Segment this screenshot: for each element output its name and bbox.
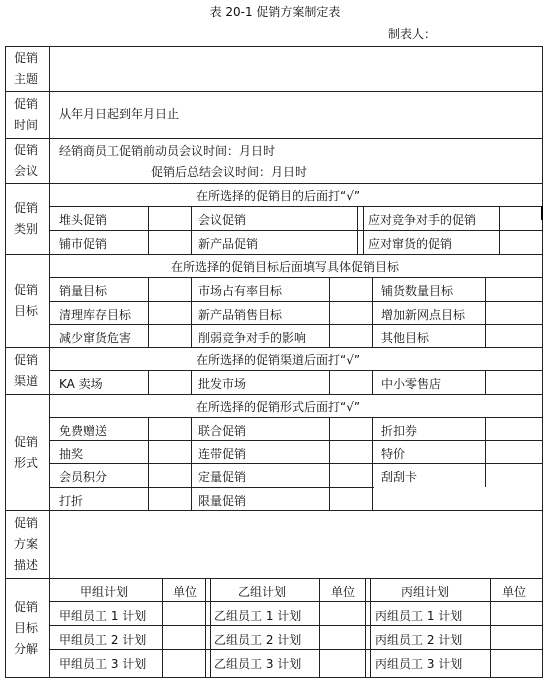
time-label: 促销 时间: [6, 92, 50, 138]
form-item: 定量促销: [198, 470, 247, 484]
goal-item: 其他目标: [381, 331, 430, 345]
goal-label: 促销 目标: [6, 255, 50, 347]
theme-label: 促销 主题: [6, 47, 50, 91]
form-item: 折扣券: [381, 424, 418, 438]
form-item: 限量促销: [198, 494, 247, 508]
category-label: 促销 类别: [6, 184, 50, 254]
category-row: [6, 184, 542, 255]
channel-item: KA 卖场: [59, 377, 103, 391]
form-item: 抽奖: [59, 447, 84, 461]
goal-header: 在所选择的促销目标后面填写具体促销目标: [171, 260, 400, 274]
goal-item: 增加新网点目标: [381, 308, 466, 322]
decomp-cell: 丙组员工 2 计划: [375, 633, 463, 647]
category-item: 铺市促销: [59, 237, 108, 251]
decomp-header: 单位: [502, 585, 527, 599]
decomp-cell: 丙组员工 1 计划: [375, 609, 463, 623]
decomp-cell: 丙组员工 3 计划: [375, 657, 463, 671]
decomp-cell: 甲组员工 2 计划: [59, 633, 147, 647]
goal-item: 铺货数量目标: [381, 284, 454, 298]
decomp-header: 甲组计划: [80, 585, 129, 599]
promotion-plan-table: [5, 46, 543, 678]
time-text: 从年月日起到年月日止: [59, 107, 180, 121]
category-item: 应对窜货的促销: [368, 237, 453, 251]
decomp-label: 促销 目标 分解: [6, 579, 50, 677]
decomp-cell: 乙组员工 1 计划: [214, 609, 302, 623]
category-item: 新产品促销: [198, 237, 259, 251]
goal-item: 清理库存目标: [59, 308, 132, 322]
channel-label: 促销 渠道: [6, 348, 50, 394]
category-item: 堆头促销: [59, 213, 108, 227]
desc-input-area[interactable]: [51, 511, 541, 578]
maker-label: 制表人：: [388, 27, 437, 41]
desc-label: 促销 方案 描述: [6, 511, 50, 578]
meeting-post-text: 促销后总结会议时间：月日时: [151, 165, 308, 179]
desc-row: [6, 511, 542, 579]
channel-item: 中小零售店: [381, 377, 442, 391]
decomp-row: [6, 579, 542, 677]
form-item: 特价: [381, 447, 406, 461]
decomp-header: 乙组计划: [238, 585, 287, 599]
decomp-header: 丙组计划: [401, 585, 450, 599]
goal-item: 削弱竞争对手的影响: [198, 331, 307, 345]
form-item: 会员积分: [59, 470, 108, 484]
decomp-cell: 甲组员工 3 计划: [59, 657, 147, 671]
channel-row: [6, 348, 542, 395]
text-cursor: [541, 206, 543, 220]
time-row: [6, 92, 542, 139]
channel-item: 批发市场: [198, 377, 247, 391]
form-label: 促销 形式: [6, 395, 50, 510]
goal-item: 市场占有率目标: [198, 284, 283, 298]
meeting-label: 促销 会议: [6, 139, 50, 183]
form-item: 刮刮卡: [381, 470, 418, 484]
decomp-cell: 甲组员工 1 计划: [59, 609, 147, 623]
form-item: 免费赠送: [59, 424, 108, 438]
goal-row: [6, 255, 542, 348]
channel-header: 在所选择的促销渠道后面打“√”: [196, 353, 361, 367]
decomp-header: 单位: [173, 585, 198, 599]
form-item: 打折: [59, 494, 84, 508]
meeting-pre-text: 经销商员工促销前动员会议时间：月日时: [59, 144, 276, 158]
form-item: 联合促销: [198, 424, 247, 438]
theme-input-area[interactable]: [51, 47, 541, 91]
form-header: 在所选择的促销形式后面打“√”: [196, 400, 361, 414]
goal-item: 新产品销售目标: [198, 308, 283, 322]
form-item: 连带促销: [198, 447, 247, 461]
category-item: 会议促销: [198, 213, 247, 227]
category-item: 应对竞争对手的促销: [368, 213, 477, 227]
decomp-cell: 乙组员工 3 计划: [214, 657, 302, 671]
goal-item: 减少窜货危害: [59, 331, 132, 345]
decomp-header: 单位: [331, 585, 356, 599]
form-row: [6, 395, 542, 511]
table-title: 表 20-1 促销方案制定表: [209, 5, 341, 19]
category-header: 在所选择的促销目的后面打“√”: [196, 189, 361, 203]
theme-row: [6, 47, 542, 92]
goal-item: 销量目标: [59, 284, 108, 298]
meeting-row: [6, 139, 542, 184]
decomp-cell: 乙组员工 2 计划: [214, 633, 302, 647]
